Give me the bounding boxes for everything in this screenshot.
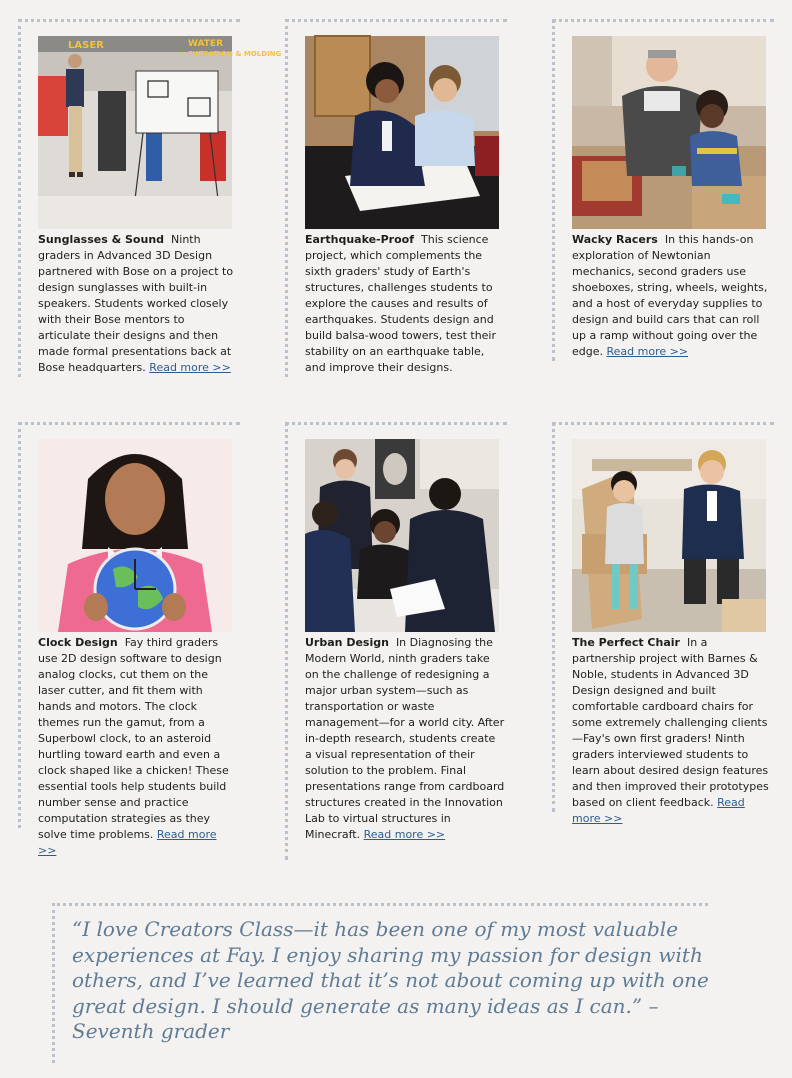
card-text [572,635,772,827]
dotted-border-left [552,19,555,361]
card-title: Urban Design [305,636,389,649]
sign-filtration: FILTRATION & MOLDING [188,50,282,58]
card-title: Wacky Racers [572,233,658,246]
photo-clock-illustration [38,439,232,632]
read-more-link[interactable]: Read more >> [606,345,689,358]
card-title: Sunglasses & Sound [38,233,165,246]
dotted-border-left [52,903,55,1063]
dotted-border-top [52,903,708,906]
card-title: Earthquake-Proof [305,233,415,246]
dotted-border-left [18,19,21,377]
student-quote-box [52,903,712,1063]
card-text [305,232,505,376]
dotted-border-top [552,19,774,22]
photo-students-at-desk [305,36,499,229]
sign-water: WATER [188,39,224,49]
card-body: This science project, which complements the sixth graders' study of Earth's structures, challenges students to explore the causes and results of earthquakes. Students design and build balsa-wood towers, test their stability on an earthquake table, and improve their designs. [305,233,497,374]
card-body: In a partnership project with Barnes & Noble, students in Advanced 3D Design designed and built comfortable cardboard chairs for some extremely challenging clients—Fay's own first graders! Ninth graders interviewed students to learn about desired design features and then improved their prototypes based on client feedback. [572,636,769,809]
student-quote: “I love Creators Class—it has been one of my most valuable experiences at Fay. I enjoy sharing my passion for design with others, and I’ve learned that it’s not about coming up with one great design. I should generate as many ideas as I can.” – Seventh grader [72,917,709,1043]
photo-sunglasses-illustration [38,36,282,229]
card-text [572,232,772,360]
card-title: The Perfect Chair [572,636,680,649]
read-more-link[interactable]: Read more >> [363,828,446,841]
dotted-border-left [285,19,288,377]
dotted-border-left [18,422,21,828]
dotted-border-top [285,422,507,425]
dotted-border-top [552,422,774,425]
photo-chair-illustration [572,439,766,632]
read-more-link[interactable]: Read more >> [149,361,231,374]
read-more-link[interactable]: Read more >> [38,828,217,857]
photo-teacher-and-student [572,36,766,229]
read-more-link[interactable]: Read more >> [572,796,745,825]
card-body: In Diagnosing the Modern World, ninth graders take on the challenge of redesigning a major urban system—such as transportation or waste management—for a world city. After in-depth research, students create a visual representation of their solution to the problem. Final presentations range from cardboard structures created in the Innovation Lab to virtual structures in Minecraft. [305,636,505,841]
photo-racers-illustration [572,36,766,229]
dotted-border-top [18,19,240,22]
dotted-border-left [285,422,288,860]
card-text [38,232,238,376]
photo-students-group [305,439,499,632]
card-body: Fay third graders use 2D design software to design analog clocks, cut them on the laser cutter, and fit them with hands and motors. The clock themes run the gamut, from a Superbowl clock, to an asteroid hurtling toward earth and even a clock shaped like a chicken! These essential tools help students build number sense and practice computation strategies as they solve time problems. [38,636,229,841]
card-body: Ninth graders in Advanced 3D Design partnered with Bose on a project to design sunglasses with built-in speakers. Students worked closely with their Bose mentors to articulate their designs and then made formal presentations back at Bose headquarters. [38,233,234,374]
card-text [305,635,505,843]
dotted-border-top [18,422,240,425]
photo-cardboard-chair [572,439,766,632]
dotted-border-top [285,19,507,22]
sign-laser: LASER [68,40,104,51]
card-body: In this hands-on exploration of Newtonian mechanics, second graders use shoeboxes, string, wheels, weights, and a host of everyday supplies to design and build cars that can roll up a ramp without going over the edge. [572,233,768,358]
photo-girl-with-clock [38,439,232,632]
card-text [38,635,238,859]
photo-urban-illustration [305,439,499,632]
card-title: Clock Design [38,636,118,649]
photo-student-presentation [38,36,282,229]
dotted-border-left [552,422,555,812]
photo-earthquake-illustration [305,36,499,229]
